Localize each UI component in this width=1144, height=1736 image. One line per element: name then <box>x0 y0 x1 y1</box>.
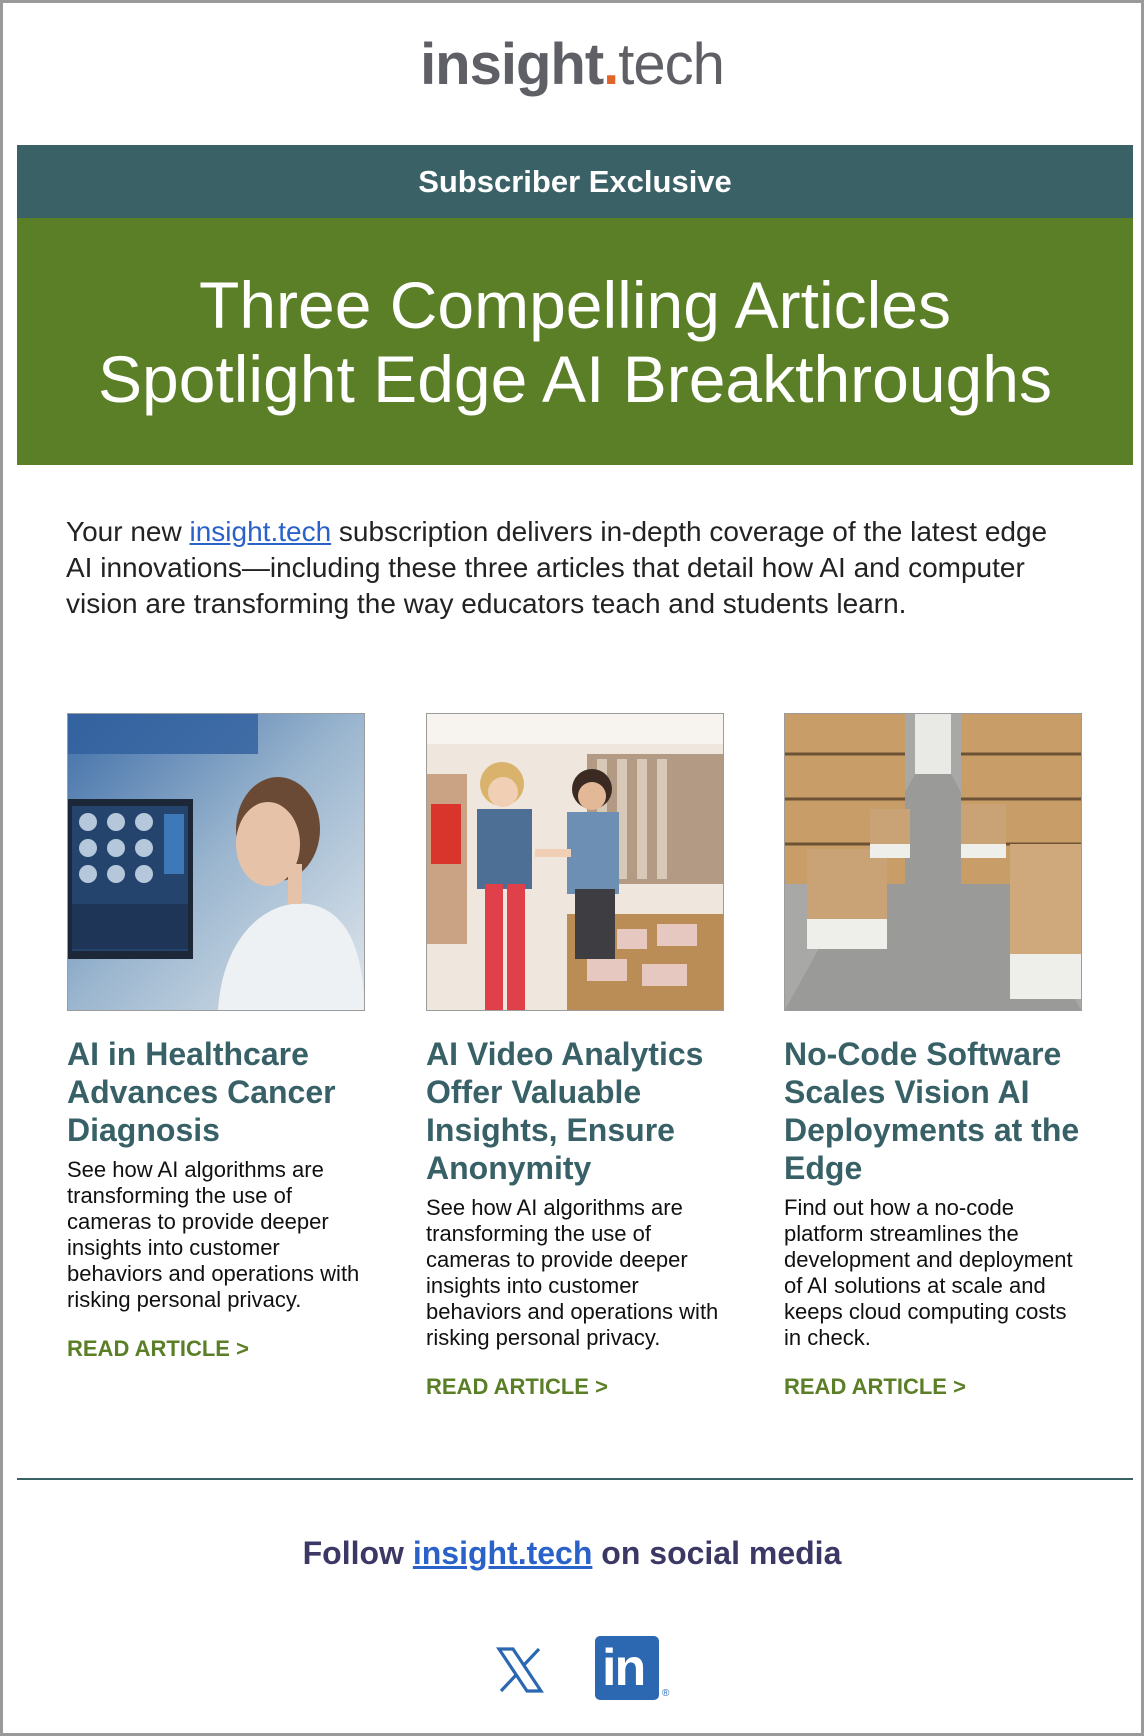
article-description-video-analytics: See how AI algorithms are transforming the use of cameras to provide deeper insights into customer behaviors and operations with risking personal privacy. <box>426 1195 719 1350</box>
insight-tech-logo[interactable] <box>3 31 1141 99</box>
subscriber-banner <box>17 145 1133 218</box>
doctor-viewing-brain-scans-image <box>68 714 364 1010</box>
article-title-video-analytics[interactable]: AI Video Analytics Offer Valuable Insights, Ensure Anonymity <box>426 1036 704 1186</box>
follow-text-end: on social media <box>592 1535 842 1571</box>
article-card-video-analytics <box>426 713 724 1400</box>
logo-text-insight: insight <box>420 32 604 97</box>
footer-divider <box>17 1478 1133 1480</box>
warehouse-robots-carrying-boxes-image <box>785 714 1081 1010</box>
x-icon[interactable] <box>495 1645 545 1695</box>
intro-text-end: subscription delivers in-depth coverage of the latest edge AI innovations—including these three articles that detail how AI and computer vision are transforming the way educators teach and students learn. <box>66 516 1048 619</box>
intro-insight-tech-link[interactable]: insight.tech <box>189 516 332 547</box>
article-cards <box>67 713 1083 1413</box>
follow-insight-tech-link[interactable]: insight.tech <box>412 1535 593 1571</box>
read-article-link-no-code[interactable]: READ ARTICLE > <box>784 1374 966 1399</box>
article-description-healthcare: See how AI algorithms are transforming the use of cameras to provide deeper insights into customer behaviors and operations with risking personal privacy. <box>67 1157 360 1312</box>
registered-mark: ® <box>662 1688 670 1699</box>
intro-text-start: Your new <box>66 516 190 547</box>
follow-text-start: Follow <box>302 1535 413 1571</box>
read-article-link-video-analytics[interactable]: READ ARTICLE > <box>426 1374 608 1399</box>
article-image-video-analytics[interactable] <box>426 713 724 1011</box>
hero-banner <box>17 218 1133 465</box>
banner-kicker: Subscriber Exclusive <box>418 163 732 199</box>
read-article-link-healthcare[interactable]: READ ARTICLE > <box>67 1336 249 1361</box>
social-follow-heading <box>3 1535 1141 1572</box>
article-title-healthcare[interactable]: AI in Healthcare Advances Cancer Diagnosis <box>67 1036 336 1148</box>
logo-text-tech: tech <box>618 32 724 97</box>
article-image-healthcare[interactable] <box>67 713 365 1011</box>
article-card-no-code <box>784 713 1082 1400</box>
article-description-no-code: Find out how a no-code platform streamlines the development and deployment of AI solutions at scale and keeps cloud computing costs in check. <box>784 1195 1073 1350</box>
linkedin-icon-text: in <box>602 1639 645 1697</box>
hero-headline-line-2: Spotlight Edge AI Breakthroughs <box>98 341 1052 416</box>
article-title-no-code[interactable]: No-Code Software Scales Vision AI Deployments at the Edge <box>784 1036 1080 1186</box>
logo-dot: . <box>603 32 619 97</box>
intro-paragraph <box>66 514 1066 622</box>
hero-headline-line-1: Three Compelling Articles <box>199 267 951 342</box>
article-card-healthcare <box>67 713 365 1362</box>
shoppers-in-retail-store-image <box>427 714 723 1010</box>
article-image-no-code[interactable] <box>784 713 1082 1011</box>
social-icons <box>3 1633 1141 1703</box>
linkedin-icon[interactable] <box>595 1636 659 1700</box>
